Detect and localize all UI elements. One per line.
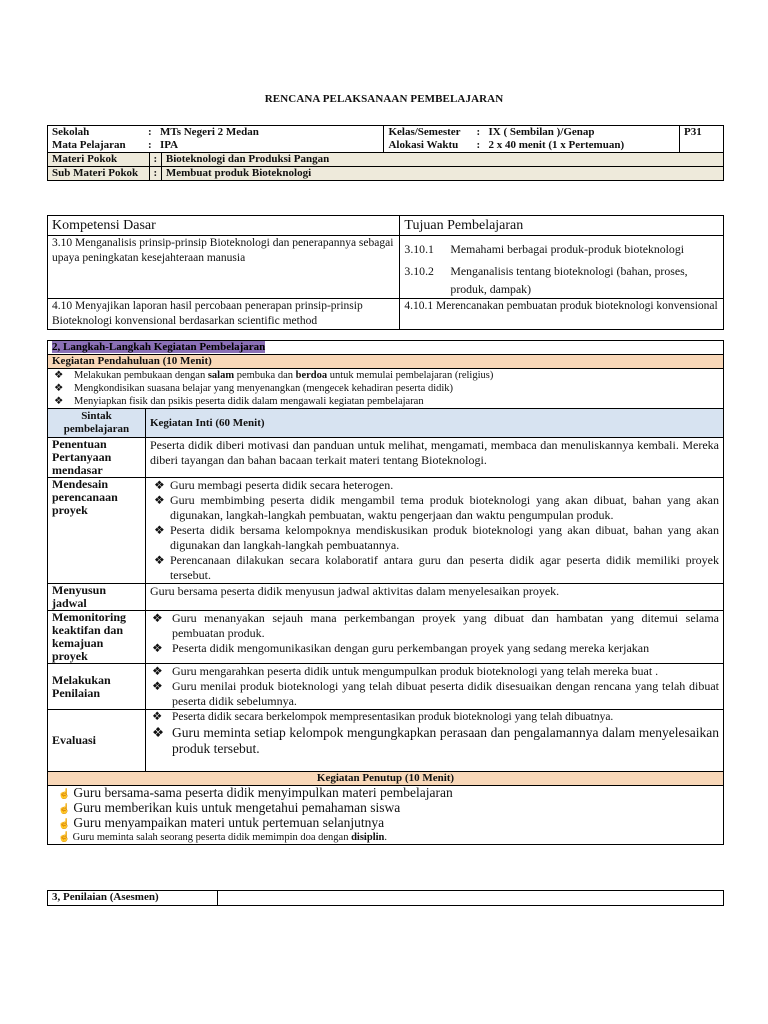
colon: : [148,139,152,151]
list-item [150,611,719,641]
colon: : [149,153,161,167]
intro-emphasis: salam [207,370,235,381]
stage-text: Guru membimbing peserta didik mengambil tema produk bioteknologi yang akan dibuat, bahan yang akan digunakan, langkah-langkah pembuatan, waktu pengerjaan dan waktu pengumpulan produk. [169,493,719,522]
diamond-bullet-icon: ❖ [153,553,165,567]
diamond-bullet-icon: ❖ [153,478,165,492]
list-item [150,641,719,656]
list-item [150,493,719,523]
inti-title: Kegiatan Inti (60 Menit) [145,409,723,438]
diamond-bullet-icon: ❖ [151,641,163,655]
intro-text: untuk memulai pembelajaran (religius) [327,370,494,381]
tp-number: 3.10.1 [404,242,434,256]
pointing-hand-icon: ☝ [58,804,71,815]
closing-text: Guru bersama-sama peserta didik menyimpulkan materi pembelajaran [73,785,453,800]
pointing-hand-icon: ☝ [58,789,71,800]
tp-header: Tujuan Pembelajaran [400,216,724,236]
diamond-bullet-icon: ❖ [151,679,163,693]
list-item [150,553,719,583]
stage-text: Guru menilai produk bioteknologi yang telah dibuat peserta didik disesuaikan dengan rencana yang telah dibuat peserta didik sebelumnya. [171,679,719,708]
intro-list [52,369,719,408]
kelas-label: Kelas/Semester [388,126,461,138]
stage-4-list [150,611,719,656]
stage-3-name: Menyusun jadwal [48,584,146,611]
stage-6-list [150,710,719,757]
colon: : [148,126,152,138]
list-item [58,801,719,816]
closing-text: . [384,832,387,843]
stage-5-name: Melakukan Penilaian [48,664,146,710]
alokasi-label: Alokasi Waktu [388,139,459,151]
stage-4-name: Memonitoring keaktifan dan kemajuan proyek [48,611,146,664]
materi-label: Materi Pokok [48,153,150,167]
tp-number: 3.10.2 [404,264,434,278]
stage-text: Peserta didik secara berkelompok mempresentasikan produk bioteknologi yang telah dibuatnya. [171,711,614,723]
page-code: P31 [680,126,724,153]
closing-text: Guru memberikan kuis untuk mengetahui pemahaman siswa [73,800,401,815]
stage-2-list [150,478,719,583]
tp-4-10-1: 4.10.1 Merencanakan pembuatan produk bioteknologi konvensional [400,299,724,330]
assessment-heading: 3, Penilaian (Asesmen) [48,891,218,906]
stage-2-name: Mendesain perencanaan proyek [48,478,146,584]
kd-header: Kompetensi Dasar [48,216,400,236]
list-item [58,786,719,801]
list-item [150,478,719,493]
document-title: RENCANA PELAKSANAAN PEMBELAJARAN [264,93,504,105]
mapel-value: IPA [160,139,179,151]
mapel-label: Mata Pelajaran [52,139,126,151]
stage-text: Guru mengarahkan peserta didik untuk mengumpulkan produk bioteknologi yang telah mereka buat . [171,664,659,678]
tp-3-10-1 [404,240,719,258]
colon: : [476,139,481,151]
list-item [52,395,719,408]
stage-text: Guru menanyakan sejauh mana perkembangan proyek yang dibuat dan hambatan yang ditemui selama pembuatan produk. [171,611,719,640]
closing-text: Guru menyampaikan materi untuk pertemuan selanjutnya [73,815,385,830]
alokasi-value: 2 x 40 menit (1 x Pertemuan) [488,139,625,151]
sintak-header: Sintak pembelajaran [48,409,146,438]
list-item [52,382,719,395]
stage-5-list [150,664,719,709]
list-item [150,664,719,679]
stage-text: Guru meminta setiap kelompok mengungkapkan perasaan dan pengalamannya dalam menyelesaikan produk tersebut. [171,725,719,756]
closing-emphasis: disiplin [351,832,385,843]
kelas-value: IX ( Sembilan )/Genap [488,126,595,138]
diamond-bullet-icon: ❖ [153,523,165,537]
list-item [52,369,719,382]
stage-1-name: Penentuan Pertanyaan mendasar [48,438,146,478]
tp-3-10-2 [404,262,719,298]
stage-3-text: Guru bersama peserta didik menyusun jadwal aktivitas dalam menyelesaikan proyek. [145,584,723,611]
intro-title: Kegiatan Pendahuluan (10 Menit) [48,355,724,369]
stage-text: Peserta didik bersama kelompoknya mendiskusikan produk bioteknologi yang akan dibuat, bahan yang akan digunakan dan langkah-langkah pembuatannya. [169,523,719,552]
closing-text: Guru meminta salah seorang peserta didik memimpin doa dengan [72,832,352,843]
diamond-bullet-icon: ❖ [151,664,163,678]
diamond-bullet-icon: ❖ [54,383,64,394]
stage-text: Guru membagi peserta didik secara heterogen. [169,478,394,492]
stage-6-name: Evaluasi [48,710,146,772]
tp-text: Memahami berbagai produk-produk bioteknologi [450,242,685,256]
diamond-bullet-icon: ❖ [151,711,163,723]
intro-text: Melakukan pembukaan dengan [74,370,208,381]
intro-text: Mengkondisikan suasana belajar yang menyenangkan (mengecek kehadiran peserta didik) [74,383,454,394]
diamond-bullet-icon: ❖ [54,370,64,381]
sub-materi-label: Sub Materi Pokok [48,167,150,181]
closing-title: Kegiatan Penutup (10 Menit) [48,772,724,786]
pointing-hand-icon: ☝ [58,819,71,830]
competency-table [47,215,724,330]
assessment-content [217,891,723,906]
diamond-bullet-icon: ❖ [153,493,165,507]
intro-text: pembuka dan [234,370,296,381]
diamond-bullet-icon: ❖ [54,396,64,407]
pointing-hand-icon: ☝ [58,832,71,843]
list-item [150,679,719,709]
colon: : [476,126,481,138]
list-item [150,710,719,725]
learning-steps-table [47,340,724,845]
diamond-bullet-icon: ❖ [151,611,163,625]
stage-text: Peserta didik mengomunikasikan dengan guru perkembangan proyek yang sedang mereka kerjakan [171,641,650,655]
list-item [150,523,719,553]
tp-text: Menganalisis tentang bioteknologi (bahan, proses, produk, dampak) [450,264,688,296]
steps-heading: 2, Langkah-Langkah Kegiatan Pembelajaran [52,341,266,353]
identity-table [47,125,724,181]
kd-4-10: 4.10 Menyajikan laporan hasil percobaan penerapan prinsip-prinsip Bioteknologi konvensional berdasarkan scientific method [48,299,400,330]
intro-text: Menyiapkan fisik dan psikis peserta didik dalam mengawali kegiatan pembelajaran [74,396,424,407]
kd-3-10: 3.10 Menganalisis prinsip-prinsip Bioteknologi dan penerapannya sebagai upaya peningkatan kesejahteraan manusia [48,236,400,299]
intro-emphasis: berdoa [295,370,328,381]
assessment-table [47,890,724,906]
list-item [58,816,719,831]
diamond-bullet-icon: ❖ [151,725,165,740]
sekolah-value: MTs Negeri 2 Medan [160,126,259,138]
list-item [58,831,719,844]
sekolah-label: Sekolah [52,126,90,138]
stage-text: Perencanaan dilakukan secara kolaboratif antara guru dan peserta didik agar peserta didik memiliki proyek tersebut. [169,553,719,582]
list-item [150,725,719,757]
colon: : [149,167,161,181]
materi-value: Bioteknologi dan Produksi Pangan [161,153,723,167]
sub-materi-value: Membuat produk Bioteknologi [161,167,723,181]
stage-1-text: Peserta didik diberi motivasi dan panduan untuk melihat, mengamati, membaca dan menuliskannya kembali. Mereka diberi tayangan dan bahan bacaan terkait materi tentang Bioteknologi. [145,438,723,478]
